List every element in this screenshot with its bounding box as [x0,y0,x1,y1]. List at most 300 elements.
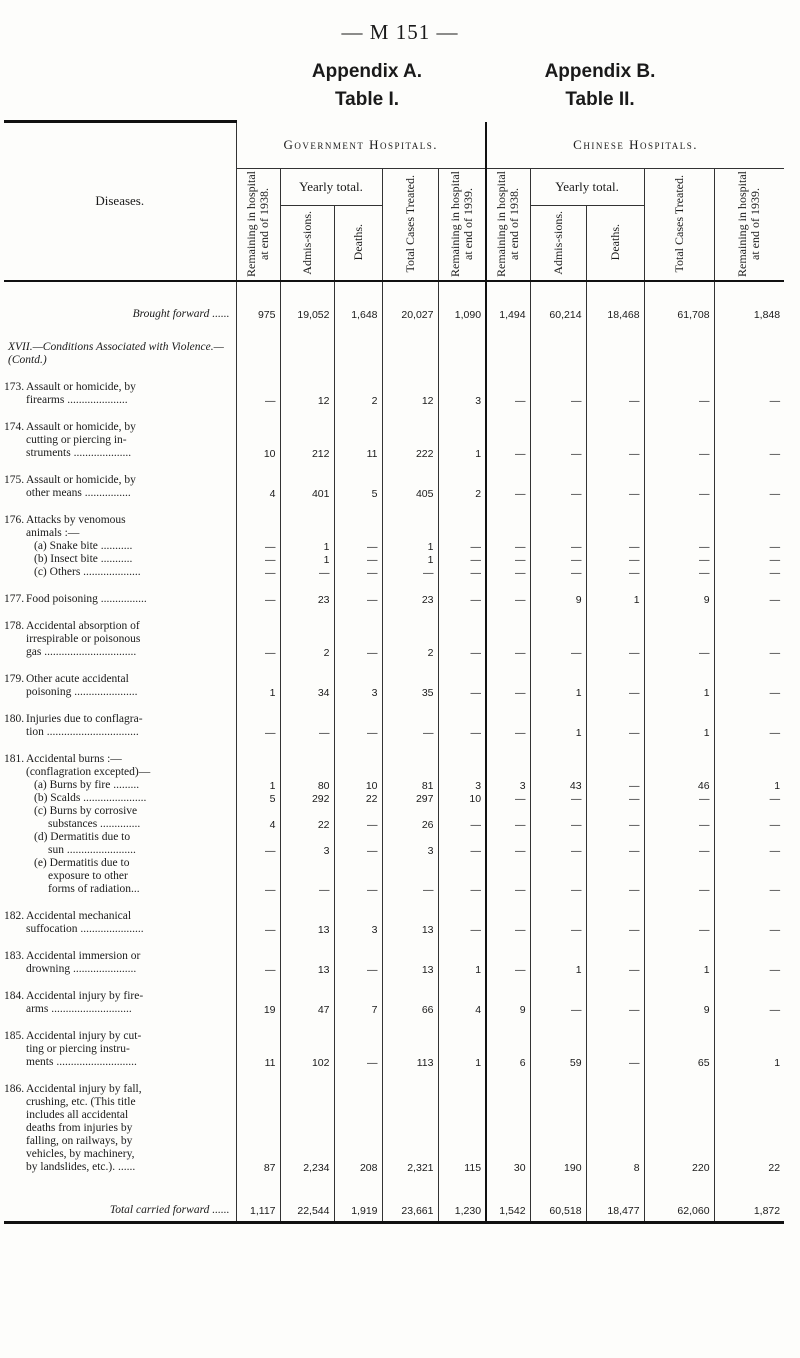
spacer-row [4,1016,784,1030]
spacer-cell [714,936,784,950]
spacer-cell [438,659,486,673]
table-row [4,779,784,792]
spacer-cell [382,739,438,753]
disease-value: 113 [382,1030,438,1069]
disease-label [4,831,236,857]
chn-admissions-header: Admis-sions. [530,205,586,281]
disease-sub-label: (a) Snake bite ........... [34,539,133,552]
disease-text: Other acute accidental [26,672,129,685]
gov-remaining-1939-header: Remaining in hospital at end of 1939. [438,168,486,281]
appendix-a-title: Appendix A. [311,61,423,82]
table-row [4,474,784,500]
hospital-statistics-table [4,120,784,1224]
disease-value: — [236,857,280,896]
disease-text: Accidental mechanical [26,909,132,922]
disease-value [486,753,530,779]
disease-value: — [644,620,714,659]
disease-value: 11 [236,1030,280,1069]
disease-value: 405 [382,474,438,500]
spacer-cell [486,699,530,713]
table-body [4,281,784,1223]
disease-value: — [236,566,280,579]
spacer-cell [382,281,438,308]
spacer-cell [486,281,530,308]
disease-value [334,753,382,779]
disease-value: — [586,805,644,831]
disease-value: — [486,910,530,936]
disease-value: — [586,779,644,792]
disease-value: — [530,990,586,1016]
disease-value: 13 [382,910,438,936]
spacer-cell [4,367,236,381]
carried-forward-label: Total carried forward ...... [4,1204,236,1223]
disease-value: 292 [280,792,334,805]
disease-value: — [644,566,714,579]
disease-value: — [530,566,586,579]
disease-value: — [438,713,486,739]
disease-value: 1 [280,540,334,553]
spacer-cell [644,500,714,514]
spacer-cell [334,460,382,474]
disease-value: 3 [280,831,334,857]
disease-label [4,593,236,606]
carried-forward-value: 18,477 [586,1204,644,1223]
disease-value: 47 [280,990,334,1016]
spacer-cell [586,1016,644,1030]
spacer-cell [4,606,236,620]
spacer-cell [530,367,586,381]
disease-value: 22 [768,1161,781,1174]
table-row [4,857,784,896]
disease-value [236,753,280,779]
spacer-cell [236,896,280,910]
disease-sub-label: (b) Scalds ...................... [34,791,147,804]
disease-value: 5 [334,474,382,500]
disease-text: other means ................ [26,486,131,499]
disease-text: struments .................... [26,446,132,459]
disease-label [4,673,236,699]
disease-value: 2 [382,620,438,659]
disease-sub-label: sun ........................ [48,843,136,856]
disease-value: 66 [382,990,438,1016]
disease-label [4,857,236,896]
disease-value: 2,321 [382,1083,438,1174]
spacer-cell [486,500,530,514]
diseases-column-header: Diseases. [4,122,236,281]
disease-value: — [586,990,644,1016]
disease-label [4,713,236,739]
spacer-cell [4,407,236,421]
disease-value: — [334,566,382,579]
spacer-cell [486,936,530,950]
disease-value: — [382,566,438,579]
carried-forward-value: 1,230 [438,1204,486,1223]
disease-value: 9 [530,593,586,606]
appendix-a-heading [292,58,442,114]
disease-value: — [236,713,280,739]
disease-value: — [236,620,280,659]
table-row [4,673,784,699]
spacer-cell [486,1016,530,1030]
disease-value: — [438,593,486,606]
disease-value: — [438,566,486,579]
spacer-cell [438,1016,486,1030]
disease-value: — [769,686,781,699]
table-row [4,381,784,407]
disease-value: — [486,593,530,606]
spacer-cell [714,699,784,713]
disease-line [4,753,232,766]
disease-text: ting or piercing instru- [26,1042,130,1055]
spacer-cell [4,936,236,950]
disease-value: — [334,805,382,831]
disease-value: — [769,553,781,566]
spacer-cell [530,579,586,593]
disease-value: — [438,620,486,659]
spacer-cell [586,281,644,308]
disease-text: Assault or homicide, by [26,380,136,393]
table-row [4,540,784,553]
spacer-cell [236,739,280,753]
disease-label [4,566,236,579]
brought-forward-value: 1,648 [334,308,382,321]
spacer-cell [438,936,486,950]
disease-value: — [769,646,781,659]
brought-forward-value: 60,214 [530,308,586,321]
disease-value: — [530,831,586,857]
spacer-cell [236,699,280,713]
spacer-cell [382,1174,438,1204]
disease-value: — [382,857,438,896]
disease-value [438,514,486,540]
disease-sub-label: substances .............. [48,817,141,830]
spacer-cell [334,579,382,593]
spacer-cell [714,739,784,753]
disease-label [4,779,236,792]
disease-label [4,1083,236,1174]
disease-line [4,1083,232,1096]
disease-text: drowning ...................... [26,962,137,975]
disease-value: — [280,566,334,579]
spacer-cell [280,367,334,381]
disease-line [4,514,232,527]
disease-value [236,514,280,540]
spacer-cell [438,579,486,593]
spacer-cell [586,739,644,753]
disease-value: 1 [644,713,714,739]
disease-value: 80 [280,779,334,792]
spacer-cell [530,500,586,514]
spacer-cell [530,896,586,910]
disease-value: — [530,857,586,896]
spacer-row [4,936,784,950]
spacer-cell [280,1016,334,1030]
disease-value: — [334,620,382,659]
spacer-cell [236,659,280,673]
spacer-cell [4,739,236,753]
disease-label [4,620,236,659]
spacer-cell [486,367,530,381]
disease-value: 3 [334,673,382,699]
spacer-row [4,1069,784,1083]
section-heading-value [586,341,644,367]
spacer-cell [382,321,438,341]
disease-value: — [530,381,586,407]
spacer-cell [644,936,714,950]
disease-value: — [769,1003,781,1016]
spacer-cell [438,460,486,474]
table-row [4,950,784,976]
disease-value: — [438,540,486,553]
spacer-cell [438,976,486,990]
disease-number: 181. [4,752,25,765]
disease-value: — [586,421,644,460]
disease-value: 12 [382,381,438,407]
spacer-cell [4,460,236,474]
government-hospitals-header: Government Hospitals. [236,122,486,169]
chn-remaining-1938-header: Remaining in hospital at end of 1938. [486,168,530,281]
spacer-cell [382,606,438,620]
disease-text: Attacks by venomous [26,513,126,526]
disease-value: 1 [236,673,280,699]
disease-sub-label: (c) Burns by corrosive [34,804,138,817]
disease-value: 2 [334,381,382,407]
disease-value: — [280,713,334,739]
spacer-cell [236,460,280,474]
disease-number: 179. [4,672,25,685]
spacer-cell [280,896,334,910]
spacer-cell [4,1174,236,1204]
spacer-cell [714,500,784,514]
brought-forward-value: 1,494 [486,308,530,321]
disease-value: 59 [530,1030,586,1069]
disease-number: 176. [4,513,25,526]
table-row [4,831,784,857]
spacer-cell [382,896,438,910]
spacer-cell [486,976,530,990]
disease-value: 1 [438,950,486,976]
disease-value: 35 [382,673,438,699]
disease-text: poisoning ...................... [26,685,138,698]
disease-value: — [769,923,781,936]
spacer-cell [280,579,334,593]
disease-value: 297 [382,792,438,805]
spacer-cell [280,936,334,950]
table-row [4,990,784,1016]
disease-value: — [644,831,714,857]
disease-value: — [769,818,781,831]
brought-forward-value: 20,027 [382,308,438,321]
disease-value: 10 [438,792,486,805]
chinese-hospitals-header: Chinese Hospitals. [486,122,784,169]
spacer-cell [382,500,438,514]
disease-value: — [530,540,586,553]
brought-forward-value: 975 [236,308,280,321]
table-row [4,620,784,659]
spacer-cell [382,367,438,381]
spacer-cell [334,407,382,421]
disease-line [4,381,232,394]
spacer-cell [438,896,486,910]
brought-forward-value: 19,052 [280,308,334,321]
spacer-cell [586,976,644,990]
disease-value: 220 [644,1083,714,1174]
gov-total-treated-header: Total Cases Treated. [382,168,438,281]
disease-text: Accidental injury by fall, [26,1082,142,1095]
appendix-b-title: Appendix B. [544,61,656,82]
table-row [4,566,784,579]
disease-value: — [334,540,382,553]
disease-value: — [586,713,644,739]
disease-value: — [586,1030,644,1069]
disease-value [438,753,486,779]
carried-forward-row [4,1204,784,1223]
spacer-cell [714,281,784,308]
spacer-row [4,407,784,421]
spacer-cell [334,1016,382,1030]
spacer-row [4,659,784,673]
spacer-cell [586,321,644,341]
disease-label [4,1030,236,1069]
spacer-cell [334,1174,382,1204]
disease-value: 22 [334,792,382,805]
disease-number: 178. [4,619,25,632]
disease-number: 185. [4,1029,25,1042]
spacer-cell [438,407,486,421]
disease-value: — [438,673,486,699]
disease-value: — [438,805,486,831]
disease-value: — [586,950,644,976]
table-row [4,910,784,936]
disease-value: — [586,474,644,500]
spacer-cell [236,321,280,341]
disease-value: — [486,713,530,739]
page-number: — M 151 — [341,20,459,44]
spacer-cell [280,1174,334,1204]
disease-sub-label: (e) Dermatitis due to [34,856,130,869]
section-heading-value [280,341,334,367]
disease-value: 190 [530,1083,586,1174]
disease-value: — [486,792,530,805]
spacer-cell [334,739,382,753]
disease-value: 3 [334,910,382,936]
disease-label [4,990,236,1016]
disease-label [4,910,236,936]
spacer-cell [334,321,382,341]
disease-line [4,990,232,1003]
disease-value: — [530,620,586,659]
spacer-cell [530,460,586,474]
disease-value: — [236,593,280,606]
section-heading-value [530,341,586,367]
spacer-cell [236,606,280,620]
disease-value: 1 [530,950,586,976]
spacer-cell [486,460,530,474]
spacer-cell [280,739,334,753]
disease-label [4,792,236,805]
chn-total-treated-header: Total Cases Treated. [644,168,714,281]
spacer-row [4,321,784,341]
disease-value: 9 [644,593,714,606]
spacer-cell [438,500,486,514]
disease-value: 34 [280,673,334,699]
disease-number: 180. [4,712,25,725]
disease-value: 2 [280,620,334,659]
disease-label [4,805,236,831]
disease-value: 102 [280,1030,334,1069]
carried-forward-value: 1,542 [486,1204,530,1223]
spacer-cell [236,1069,280,1083]
disease-value: 1 [382,553,438,566]
disease-text: (conflagration excepted)— [26,765,151,778]
spacer-row [4,1174,784,1204]
disease-number: 177. [4,592,25,605]
section-heading-value [438,341,486,367]
disease-value: 10 [236,421,280,460]
disease-value: 65 [644,1030,714,1069]
spacer-cell [438,699,486,713]
disease-value: 4 [438,990,486,1016]
disease-text: falling, on railways, by [26,1134,133,1147]
spacer-cell [236,1174,280,1204]
spacer-cell [714,321,784,341]
disease-text: Food poisoning ................ [26,592,147,605]
spacer-cell [486,1069,530,1083]
disease-text: Accidental injury by fire- [26,989,144,1002]
disease-value: 5 [236,792,280,805]
disease-value [486,514,530,540]
spacer-row [4,896,784,910]
disease-value: — [236,540,280,553]
disease-value: 81 [382,779,438,792]
brought-forward-value: 1,848 [753,308,781,321]
disease-value [586,753,644,779]
disease-value: — [236,381,280,407]
disease-value: — [530,792,586,805]
disease-value: — [586,566,644,579]
disease-text: by landslides, etc.). ...... [26,1160,136,1173]
table-row [4,421,784,460]
spacer-row [4,606,784,620]
spacer-cell [586,1069,644,1083]
disease-line [4,1030,232,1043]
spacer-cell [438,367,486,381]
spacer-cell [382,1069,438,1083]
gov-admissions-header: Admis-sions. [280,205,334,281]
disease-number: 173. [4,380,25,393]
disease-number: 174. [4,420,25,433]
disease-value: 9 [486,990,530,1016]
disease-text: tion ................................ [26,725,139,738]
disease-value: 1 [644,673,714,699]
disease-value: 1 [586,593,644,606]
disease-value: 13 [280,910,334,936]
disease-label [4,474,236,500]
spacer-cell [334,500,382,514]
disease-text: includes all accidental [26,1108,129,1121]
spacer-cell [486,659,530,673]
spacer-cell [644,460,714,474]
disease-value: — [334,1030,382,1069]
disease-value: — [586,553,644,566]
carried-forward-value: 1,117 [236,1204,280,1223]
spacer-cell [280,500,334,514]
disease-value [382,514,438,540]
disease-value: — [644,421,714,460]
spacer-cell [714,367,784,381]
disease-value: — [486,421,530,460]
disease-value: — [769,883,781,896]
